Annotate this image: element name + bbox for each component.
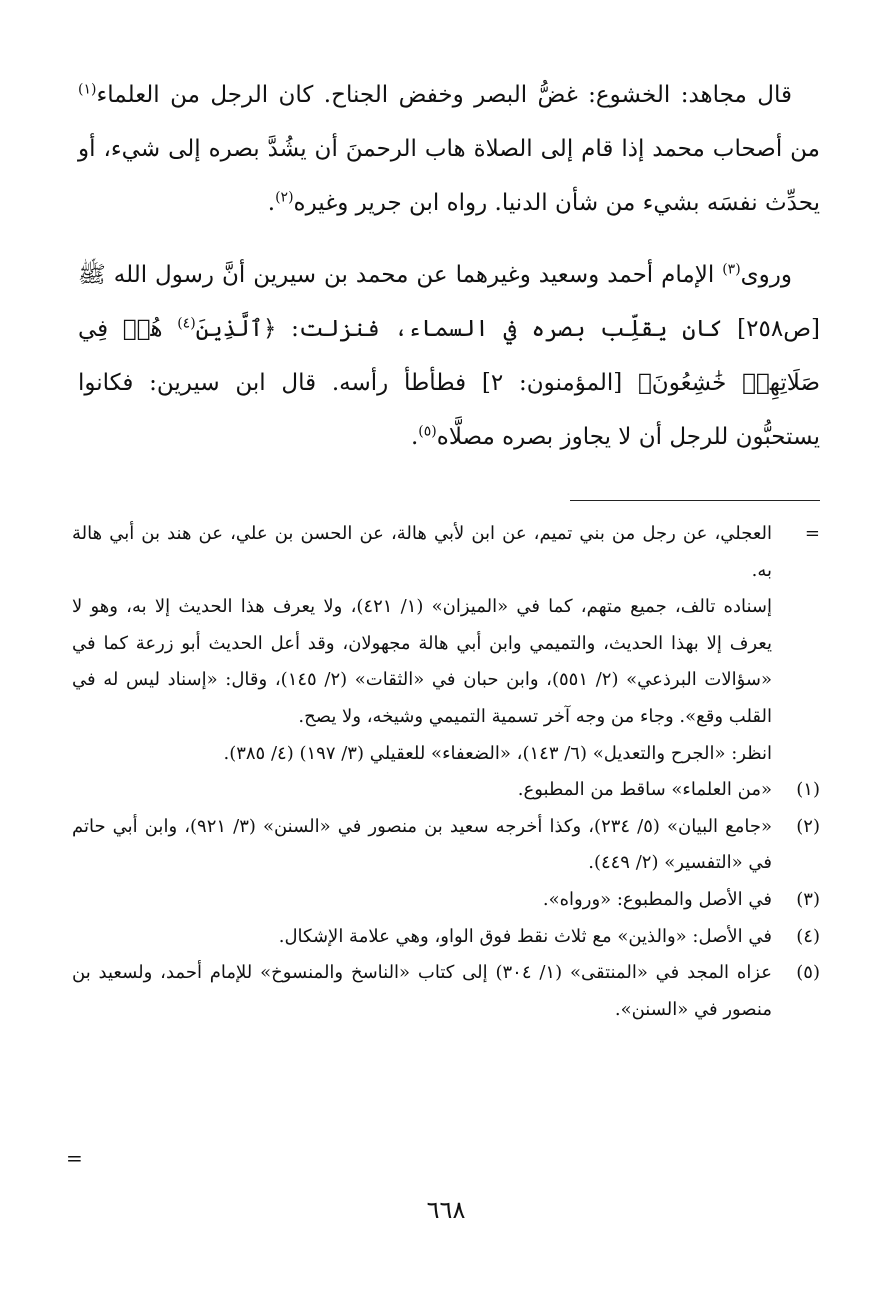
continuation-mark-bottom: = xyxy=(66,1146,83,1170)
footnote-ref-4[interactable]: (٤) xyxy=(177,315,196,332)
footnote-number: (٣) xyxy=(796,888,820,910)
footnote-ref-3[interactable]: (٣) xyxy=(722,261,741,278)
para1-text-a: قال مجاهد: الخشوع: غضُّ البصر وخفض الجناح. كان الرجل من العلماء xyxy=(96,82,792,108)
continuation-text: العجلي، عن رجل من بني تميم، عن ابن لأبي هالة، عن الحسن بن علي، عن هند بن أبي هالة به. xyxy=(72,523,772,581)
paragraph-2 xyxy=(78,248,820,464)
footnote-text: في الأصل: «والذين» مع ثلاث نقط فوق الواو، وهي علامة الإشكال. xyxy=(278,925,772,947)
para1-text-b: من أصحاب محمد إذا قام إلى الصلاة هاب الرحمنَ أن يشُدَّ بصره إلى شيء، أو يحدِّث نفسَه بشيء من شأن الدنيا. رواه ابن جرير وغيره xyxy=(78,136,820,216)
footnote-number: (٥) xyxy=(796,962,820,984)
footnote-number: (١) xyxy=(796,779,820,801)
paragraph-1 xyxy=(78,68,820,230)
footnote-ref-5[interactable]: (٥) xyxy=(418,423,437,440)
footnote-number: (٢) xyxy=(796,815,820,837)
para2-text-b: الإمام أحمد وسعيد وغيرهما عن محمد بن سيرين أنَّ رسول الله ﷺ [ص٢٥٨] كان يقلِّب بصره في السماء، فنزلت: ﴿ٱلَّذِينَ xyxy=(78,262,820,342)
footnotes xyxy=(72,516,820,1028)
footnote-text: «من العلماء» ساقط من المطبوع. xyxy=(517,779,772,801)
footnote-ref-2[interactable]: (٢) xyxy=(275,189,294,206)
footnote-text: عزاه المجد في «المنتقى» (١/ ٣٠٤) إلى كتاب «الناسخ والمنسوخ» للإمام أحمد، ولسعيد بن منصور في «السنن». xyxy=(72,962,772,1020)
para1-end: . xyxy=(267,190,276,216)
continuation-mark: = xyxy=(804,523,820,544)
footnote-1 xyxy=(72,772,820,809)
footnote-5 xyxy=(72,955,820,1028)
para2-text-a: وروى xyxy=(740,262,792,288)
footnote-ref-1[interactable]: (١) xyxy=(78,81,97,98)
footnote-4 xyxy=(72,919,820,956)
footnote-3 xyxy=(72,882,820,919)
footnote-continuation-2 xyxy=(72,589,820,735)
para2-end: . xyxy=(410,424,419,450)
footnote-separator xyxy=(570,500,820,501)
footnote-number: (٤) xyxy=(796,925,820,947)
page-number: ٦٦٨ xyxy=(426,1196,466,1224)
footnote-2 xyxy=(72,809,820,882)
continuation-text-3: انظر: «الجرح والتعديل» (٦/ ١٤٣)، «الضعفاء» للعقيلي (٣/ ١٩٧) (٤/ ٣٨٥). xyxy=(223,742,772,764)
footnote-text: في الأصل والمطبوع: «ورواه». xyxy=(542,888,772,910)
main-text xyxy=(78,68,820,464)
footnote-continuation-3 xyxy=(72,736,820,773)
footnote-text: «جامع البيان» (٥/ ٢٣٤)، وكذا أخرجه سعيد بن منصور في «السنن» (٣/ ٩٢١)، وابن أبي حاتم في «التفسير» (٢/ ٤٤٩). xyxy=(72,815,772,874)
para2-text-c: هُمۡ فِي صَلَاتِهِمۡ خَٰشِعُونَ﴾ [المؤمنون: ٢] فطأطأ رأسه. قال ابن سيرين: فكانوا يستحبُّون للرجل أن لا يجاوز بصره مصلَّاه xyxy=(78,316,820,450)
footnote-continuation xyxy=(72,516,820,589)
continuation-text-2: إسناده تالف، جميع متهم، كما في «الميزان» (١/ ٤٢١)، ولا يعرف هذا الحديث إلا به، وهو لا يعرف إلا بهذا الحديث، والتميمي وابن أبي هالة مجهولان، وقد أعل الحديث أبو زرعة كما في «سؤالات البرذعي» (٢/ ٥٥١)، وابن حبان في «الثقات» (٢/ ١٤٥)، وقال: «إسناد ليس له في القلب وقع». وجاء من وجه آخر تسمية التميمي وشيخه، ولا يصح. xyxy=(72,596,773,727)
